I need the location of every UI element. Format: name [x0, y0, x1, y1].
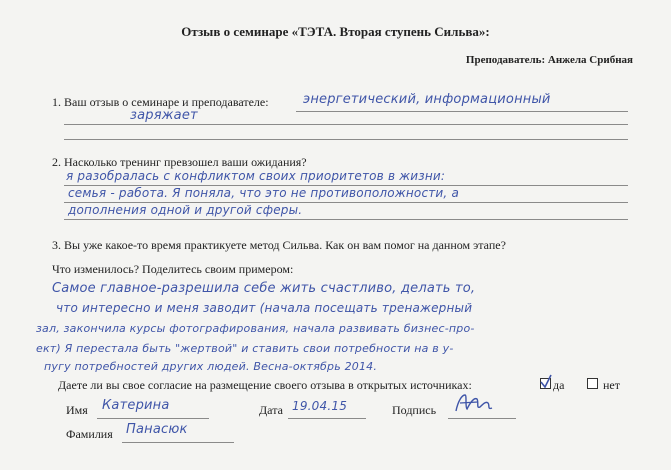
teacher-line: Преподаватель: Анжела Срибная — [465, 54, 633, 66]
consent-no-checkbox[interactable] — [587, 378, 598, 389]
answer-1-line-1: энергетический, информационный — [303, 92, 551, 107]
answer-3-line-2: что интересно и меня заводит (начала посещать тренажерный — [56, 301, 473, 315]
signature-mark[interactable] — [452, 391, 498, 419]
signature-label: Подпись — [392, 403, 437, 417]
question-2-label: 2. Насколько тренинг превзошел ваши ожидания? — [52, 155, 307, 169]
surname-label: Фамилия — [66, 427, 113, 441]
name-line — [97, 418, 209, 419]
answer-3-line-1: Самое главное-разрешила себе жить счастливо, делать то, — [52, 281, 476, 296]
answer-1-line-2: заряжает — [130, 108, 198, 123]
form-title: Отзыв о семинаре «ТЭТА. Вторая ступень Сильва»: — [181, 24, 490, 39]
surname-value[interactable]: Панасюк — [126, 422, 188, 437]
consent-label: Даете ли вы свое согласие на размещение своего отзыва в открытых источниках: — [58, 378, 472, 392]
check-mark-icon — [539, 373, 553, 389]
answer-2-line-2: семья - работа. Я поняла, что это не противоположности, а — [68, 186, 460, 200]
name-value[interactable]: Катерина — [102, 398, 170, 413]
answer-line — [64, 124, 628, 125]
answer-3-line-3: зал, закончила курсы фотографирования, начала развивать бизнес-про- — [36, 322, 475, 335]
answer-line — [296, 111, 628, 112]
answer-2-line-1: я разобралась с конфликтом своих приоритетов в жизни: — [66, 169, 446, 183]
answer-line — [64, 139, 628, 140]
question-3-label: 3. Вы уже какое-то время практикуете метод Сильва. Как он вам помог на данном этапе? — [52, 238, 506, 252]
answer-3-line-4: ект) Я перестала быть "жертвой" и ставить свои потребности на в у- — [36, 342, 454, 355]
question-3-sub-label: Что изменилось? Поделитесь своим примером: — [52, 262, 294, 276]
date-label: Дата — [259, 403, 283, 417]
date-line — [288, 418, 366, 419]
name-label: Имя — [66, 403, 88, 417]
answer-3-line-5: пугу потребностей других людей. Весна-октябрь 2014. — [44, 360, 378, 373]
answer-2-line-3: дополнения одной и другой сферы. — [68, 203, 303, 217]
consent-yes-label: да — [553, 378, 565, 392]
date-value[interactable]: 19.04.15 — [292, 399, 348, 413]
surname-line — [122, 442, 234, 443]
question-1-label: 1. Ваш отзыв о семинаре и преподавателе: — [52, 95, 269, 109]
answer-line — [64, 219, 628, 220]
consent-no-label: нет — [603, 378, 620, 392]
